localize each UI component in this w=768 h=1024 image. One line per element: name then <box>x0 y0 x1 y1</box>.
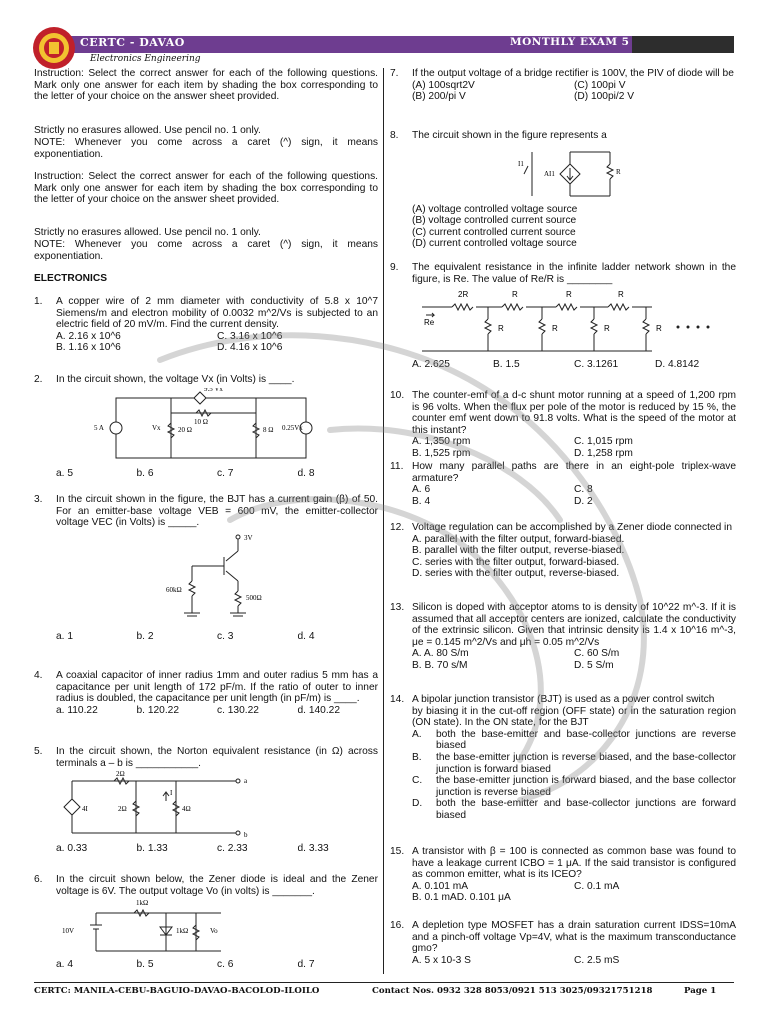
q5-option-b: b. 1.33 <box>136 843 168 855</box>
q16-option-c: C. 2.5 mS <box>574 954 620 966</box>
question-16 <box>390 920 736 966</box>
q8-option-b: (B) voltage controlled current source <box>412 215 577 227</box>
q7-text: If the output voltage of a bridge rectifier is 100V, the PIV of diode will be <box>412 68 734 79</box>
q15-number: 15. <box>390 846 405 857</box>
q5-label-2ohm-mid: 2Ω <box>118 805 127 814</box>
q9-label-r-shunt-4: R <box>656 324 662 334</box>
q9-label-r-shunt-2: R <box>552 324 558 334</box>
q12-option-d: D. series with the filter output, reverse-biased. <box>412 568 620 580</box>
q3-option-a: a. 1 <box>56 630 73 642</box>
certc-logo <box>32 26 76 70</box>
question-10 <box>390 390 736 460</box>
q5-option-a: a. 0.33 <box>56 843 88 855</box>
question-5 <box>34 746 378 855</box>
q14-letter-b: B. <box>412 751 422 763</box>
q15-option-b-d: B. 0.1 mAD. 0.101 μA <box>412 892 511 904</box>
q6-zener-circuit-figure <box>56 899 236 959</box>
q7-option-b: (B) 200/pi V <box>412 91 466 103</box>
department-subtitle: Electronics Engineering <box>90 54 201 64</box>
q6-label-1k-series: 1kΩ <box>136 899 149 908</box>
q8-option-d: (D) current controlled voltage source <box>412 238 577 250</box>
question-12 <box>390 522 736 580</box>
q2-label-5A: 5 A <box>94 423 104 432</box>
q6-option-d: d. 7 <box>297 959 315 971</box>
q3-label-3v: 3V <box>244 533 253 542</box>
q14-number: 14. <box>390 694 405 705</box>
q1-option-c: C. 3.16 x 10^6 <box>217 330 283 342</box>
q11-option-a: A. 6 <box>412 484 431 496</box>
caret-note-2: NOTE: Whenever you come across a caret (^) sign, it means exponentiation. <box>34 239 378 262</box>
q5-label-4ohm: 4Ω <box>182 805 191 814</box>
q6-number: 6. <box>34 874 43 885</box>
instruction-1: Instruction: Select the correct answer for each of the following questions. Mark only one answer for each item by shading the box corresponding to the letter of your choice on the answer sheet provided. <box>34 68 378 103</box>
q2-label-10ohm: 10 Ω <box>194 417 208 426</box>
q15-option-a: A. 0.101 mA <box>412 880 469 892</box>
q2-option-c: c. 7 <box>217 467 234 479</box>
q12-option-c: C. series with the filter output, forward-biased. <box>412 556 620 568</box>
q5-label-a: a <box>244 777 248 786</box>
q14-letter-a: A. <box>412 728 422 740</box>
q2-text: In the circuit shown, the voltage Vx (in Volts) is ____. <box>56 374 295 385</box>
q14-letter-d: D. <box>412 798 423 810</box>
q9-option-b: B. 1.5 <box>493 359 520 371</box>
q2-option-b: b. 6 <box>136 467 154 479</box>
q3-label-500ohm: 500Ω <box>246 593 262 602</box>
q7-option-c: (C) 100pi V <box>574 79 626 91</box>
q12-text: Voltage regulation can be accomplished by a Zener diode connected in <box>412 522 732 533</box>
q7-option-a: (A) 100sqrt2V <box>412 79 475 91</box>
q4-option-a: a. 110.22 <box>56 704 98 716</box>
q2-option-d: d. 8 <box>297 467 315 479</box>
q9-label-r-top-3: R <box>618 290 624 300</box>
q14-option-c: the base-emitter junction is forward biased, and the base collector junction is reverse biased <box>436 775 736 798</box>
question-6 <box>34 874 378 971</box>
caret-note-1: NOTE: Whenever you come across a caret (^) sign, it means exponentiation. <box>34 137 378 160</box>
q11-option-d: D. 2 <box>574 495 593 507</box>
q6-text: In the circuit shown below, the Zener diode is ideal and the Zener voltage is 6V. The output voltage Vo (in volts) is _______. <box>56 874 378 897</box>
q1-option-a: A. 2.16 x 10^6 <box>56 330 121 342</box>
q4-option-d: d. 140.22 <box>297 704 340 716</box>
erasure-note-2: Strictly no erasures allowed. Use pencil no. 1 only. <box>34 227 261 238</box>
q13-text: Silicon is doped with acceptor atoms to is density of 10^22 m^-3. If it is assumed that all acceptor centers are ionized, calculate the conductivity of the extrinsic silicon. Given that intrinsic density is 1.4 x 10^16 m^-3, μe = 0.145 m^2/Vs and μh = 0.05 m^2/Vs <box>412 602 736 648</box>
q2-number: 2. <box>34 374 43 385</box>
q13-option-c: C. 60 S/m <box>574 648 620 660</box>
exam-title: MONTHLY EXAM 5 <box>510 36 630 48</box>
q5-option-c: c. 2.33 <box>217 843 248 855</box>
question-14 <box>390 694 736 822</box>
footer-branches: CERTC: MANILA-CEBU-BAGUIO-DAVAO-BACOLOD-ILOILO <box>34 986 320 996</box>
q3-label-60k: 60kΩ <box>166 585 182 594</box>
q9-label-r-top-1: R <box>512 290 518 300</box>
q7-number: 7. <box>390 68 399 79</box>
q10-option-a: A. 1,350 rpm <box>412 436 471 448</box>
q16-text: A depletion type MOSFET has a drain saturation current IDSS=10mA and a pinch-off voltage Vp=4V, what is the maximum transconductance gmo? <box>412 920 736 955</box>
q9-option-c: C. 3.1261 <box>574 359 619 371</box>
q9-option-d: D. 4.8142 <box>655 359 700 371</box>
q9-label-re: Re <box>424 318 435 328</box>
q2-option-a: a. 5 <box>56 467 73 479</box>
q9-label-r-top-2: R <box>566 290 572 300</box>
q11-option-c: C. 8 <box>574 484 593 496</box>
q8-number: 8. <box>390 130 399 141</box>
q2-label-8ohm: 8 Ω <box>263 425 274 434</box>
q6-label-10v: 10V <box>62 927 75 936</box>
q13-option-b: B. B. 70 s/M <box>412 659 468 671</box>
q1-option-b: B. 1.16 x 10^6 <box>56 342 121 354</box>
q1-option-d: D. 4.16 x 10^6 <box>217 342 283 354</box>
q4-option-b: b. 120.22 <box>136 704 179 716</box>
q1-text: A copper wire of 2 mm diameter with conductivity of 5.8 x 10^7 Siemens/m and electron mobility of 0.0032 m^2/Vs is subjected to an electric field of 20 mV/m. Find the current density. <box>56 296 378 331</box>
q4-text: A coaxial capacitor of inner radius 1mm and outer radius 5 mm has a capacitance per unit length of 172 pF/m. If the ratio of outer to inner radius is doubled, the capacitance per unit length (in pF/m) is ____. <box>56 670 378 705</box>
q10-option-c: C. 1,015 rpm <box>574 436 633 448</box>
q5-label-2ohm-top: 2Ω <box>116 771 125 779</box>
q5-label-I: I <box>170 789 173 798</box>
q14-option-d: both the base-emitter and base-collector junctions are forward biased <box>436 798 736 821</box>
q3-bjt-circuit-figure <box>154 531 294 631</box>
q6-option-a: a. 4 <box>56 959 73 971</box>
q10-text: The counter-emf of a d-c shunt motor running at a speed of 1,200 rpm is 96 volts. When the flux per pole of the motor is reduced by 15 %, the counter emf went down to 91.8 volts. What is the speed of the motor at this instant? <box>412 390 736 436</box>
q16-option-a: A. 5 x 10-3 S <box>412 954 471 966</box>
q12-option-b: B. parallel with the filter output, reverse-biased. <box>412 545 625 557</box>
question-8 <box>390 130 736 250</box>
q4-number: 4. <box>34 670 43 681</box>
q3-text: In the circuit shown in the figure, the BJT has a current gain (β) of 50. For an emitter-base voltage VEB = 600 mV, the emitter-collector voltage VEC (in Volts) is _____. <box>56 494 378 529</box>
column-divider <box>383 68 384 974</box>
q10-option-d: D. 1,258 rpm <box>574 447 633 459</box>
q13-option-a: A. A. 80 S/m <box>412 648 469 660</box>
q7-option-d: (D) 100pi/2 V <box>574 91 635 103</box>
q3-option-d: d. 4 <box>297 630 315 642</box>
question-2 <box>34 374 378 479</box>
q6-label-vo: Vo <box>210 927 218 936</box>
question-15 <box>390 846 736 904</box>
question-4 <box>34 670 378 716</box>
footer-rule <box>34 982 734 983</box>
q9-ladder-network-figure <box>412 287 732 359</box>
q6-option-c: c. 6 <box>217 959 234 971</box>
q9-label-r-shunt-3: R <box>604 324 610 334</box>
org-name: CERTC - DAVAO <box>80 36 185 49</box>
q5-text: In the circuit shown, the Norton equivalent resistance (in Ω) across terminals a – b is ___________. <box>56 746 378 769</box>
q13-option-d: D. 5 S/m <box>574 659 614 671</box>
instruction-2: Instruction: Select the correct answer for each of the following questions. Mark only one answer for each item by shading the box corresponding to the letter of your choice on the answer sheet provided. <box>34 171 378 206</box>
q14-letter-c: C. <box>412 775 423 787</box>
q16-number: 16. <box>390 920 405 931</box>
q10-number: 10. <box>390 390 405 401</box>
q9-text: The equivalent resistance in the infinite ladder network shown in the figure, is Re. The value of Re/R is ________ <box>412 262 736 285</box>
q11-number: 11. <box>390 461 404 472</box>
q9-option-a: A. 2.625 <box>412 359 450 371</box>
q5-option-d: d. 3.33 <box>297 843 329 855</box>
footer-page-number: Page 1 <box>684 986 717 996</box>
q2-label-20ohm: 20 Ω <box>178 425 192 434</box>
q12-option-a: A. parallel with the filter output, forward-biased. <box>412 533 625 545</box>
erasure-note-1: Strictly no erasures allowed. Use pencil no. 1 only. <box>34 125 261 136</box>
q14-text-2: by biasing it in the cut-off region (OFF state) or in the saturation region (ON state). In the ON state, for the BJT <box>412 705 736 729</box>
q8-option-a: (A) voltage controlled voltage source <box>412 203 578 215</box>
q9-label-r-shunt-1: R <box>498 324 504 334</box>
q13-number: 13. <box>390 602 405 613</box>
question-7 <box>390 68 736 103</box>
q2-label-dep-source: 9.5 Vx <box>204 387 223 393</box>
q14-text-1: A bipolar junction transistor (BJT) is used as a power control switch <box>412 694 715 705</box>
header-dark-band <box>632 36 734 53</box>
q5-label-b: b <box>244 831 248 840</box>
q8-text: The circuit shown in the figure represents a <box>412 130 607 141</box>
q3-number: 3. <box>34 494 43 505</box>
q8-label-r: R <box>616 167 621 176</box>
question-1 <box>34 296 378 354</box>
question-13 <box>390 602 736 672</box>
q6-option-b: b. 5 <box>136 959 154 971</box>
q4-option-c: c. 130.22 <box>217 704 259 716</box>
question-3 <box>34 494 378 642</box>
q12-number: 12. <box>390 522 405 533</box>
q15-text: A transistor with β = 100 is connected as common base was found to have a leakage current ICBO = 1 μA. If the said transistor is configured as common emitter, what is its ICEO? <box>412 846 736 881</box>
q5-number: 5. <box>34 746 43 757</box>
question-11 <box>390 461 736 507</box>
q9-number: 9. <box>390 262 399 273</box>
page-footer <box>34 986 734 1000</box>
q15-option-c: C. 0.1 mA <box>574 880 620 892</box>
q6-label-1k-load: 1kΩ <box>176 927 189 936</box>
q8-label-i1: I1 <box>518 159 524 168</box>
header-bar <box>0 34 768 54</box>
footer-contacts: Contact Nos. 0932 328 8053/0921 513 3025/09321751218 <box>372 986 653 996</box>
q8-label-ai1: AI1 <box>544 169 555 178</box>
q11-option-b: B. 4 <box>412 495 431 507</box>
q5-label-4I: 4I <box>82 805 88 814</box>
q14-option-b: the base-emitter junction is reverse biased, and the base-collector junction is forward biased <box>436 751 736 775</box>
section-heading: ELECTRONICS <box>34 273 108 284</box>
q9-label-2r: 2R <box>458 290 469 300</box>
q8-option-c: (C) current controlled current source <box>412 226 576 238</box>
q3-option-c: c. 3 <box>217 630 234 642</box>
q8-source-circuit-figure <box>510 144 630 204</box>
q3-option-b: b. 2 <box>136 630 154 642</box>
q1-number: 1. <box>34 296 43 307</box>
q2-circuit-figure <box>86 388 316 468</box>
q2-label-dep-current: 0.25Vx <box>282 423 303 432</box>
q11-text: How many parallel paths are there in an eight-pole triplex-wave armature? <box>412 461 736 484</box>
q2-label-vx: Vx <box>152 423 161 432</box>
q14-option-a: both the base-emitter and base-collector junctions are reverse biased <box>436 728 736 752</box>
q10-option-b: B. 1,525 rpm <box>412 447 471 459</box>
question-9 <box>390 262 736 371</box>
q5-norton-circuit-figure <box>56 771 276 843</box>
